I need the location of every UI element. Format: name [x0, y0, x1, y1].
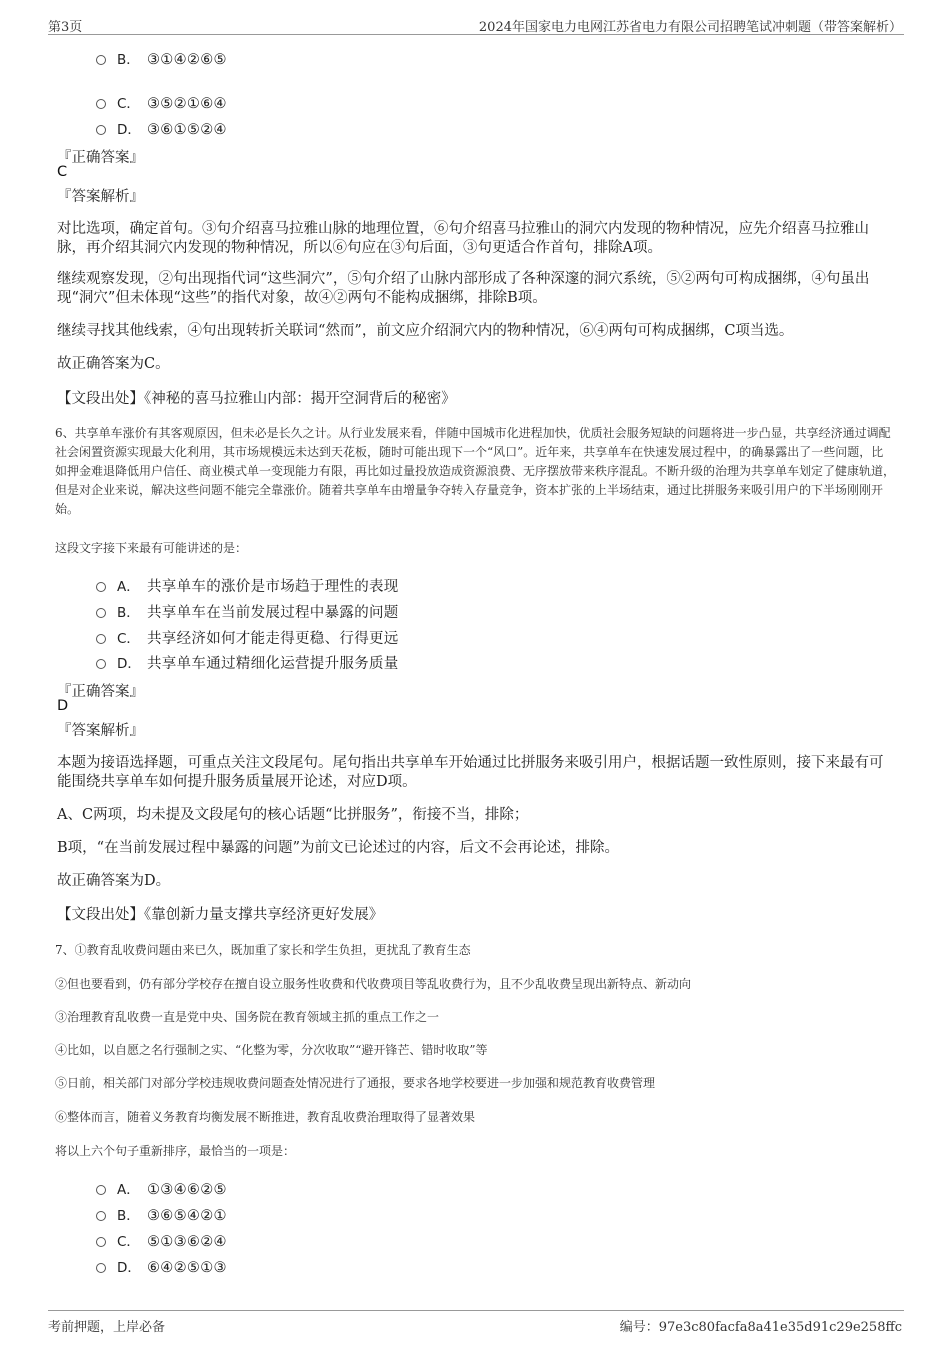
radio-circle-icon[interactable] [96, 99, 106, 109]
q6-analysis-p1: 本题为接语选择题，可重点关注文段尾句。尾句指出共享单车开始通过比拼服务来吸引用户，根据话题一致性原则，接下来最有可能围绕共享单车如何提升服务质量展开论述，对应D项。 [57, 755, 884, 790]
q6-question: 这段文字接下来最有可能讲述的是： [55, 541, 248, 555]
q6-option-d[interactable]: D． 共享单车通过精细化运营提升服务质量 [96, 652, 399, 673]
page-header [48, 14, 904, 35]
q6-analysis-p3: B项，“在当前发展过程中暴露的问题”为前文已论述过的内容，后文不会再论述，排除。 [57, 840, 619, 856]
radio-circle-icon[interactable] [96, 1237, 106, 1247]
q6-source: 【文段出处】《靠创新力量支撑共享经济更好发展》 [57, 907, 384, 923]
footer-slogan: 考前押题，上岸必备 [48, 1320, 166, 1335]
q5-option-c[interactable]: C． ③⑤②①⑥④ [96, 92, 227, 112]
q6-analysis-p4: 故正确答案为D。 [57, 873, 171, 889]
q6-option-a[interactable]: A． 共享单车的涨价是市场趋于理性的表现 [96, 575, 399, 596]
radio-circle-icon[interactable] [96, 1263, 106, 1273]
q7-question: 将以上六个句子重新排序，最恰当的一项是： [55, 1144, 296, 1158]
q6-option-b[interactable]: B． 共享单车在当前发展过程中暴露的问题 [96, 601, 399, 622]
radio-circle-icon[interactable] [96, 125, 106, 135]
page-footer [48, 1310, 904, 1337]
q6-analysis-p2: A、C两项，均未提及文段尾句的核心话题“比拼服务”，衔接不当，排除； [57, 807, 529, 823]
q5-analysis-p2: 继续观察发现，②句出现指代词“这些洞穴”，⑤句介绍了山脉内部形成了各种深邃的洞穴系统，⑤②两句可构成捆绑，④句虽出现“洞穴”但未体现“这些”的指代对象，故④②两句不能构成捆绑，排除B项。 [57, 271, 870, 306]
q5-source: 【文段出处】《神秘的喜马拉雅山内部：揭开空洞背后的秘密》 [57, 391, 456, 407]
page-number: 第3页 [48, 20, 83, 35]
document-code: 编号：97e3c80facfa8a41e35d91c29e258ffc [619, 1320, 902, 1335]
q6-analysis-label: 『答案解析』 [57, 723, 144, 739]
radio-circle-icon[interactable] [96, 582, 106, 592]
q7-option-b[interactable]: B． ③⑥⑤④②① [96, 1204, 227, 1224]
radio-circle-icon[interactable] [96, 1211, 106, 1221]
q7-sentence-6: ⑥整体而言，随着义务教育均衡发展不断推进，教育乱收费治理取得了显著效果 [55, 1110, 476, 1124]
q7-sentence-5: ⑤日前，相关部门对部分学校违规收费问题查处情况进行了通报，要求各地学校要进一步加强和规范教育收费管理 [55, 1076, 656, 1090]
q7-option-d[interactable]: D． ⑥④②⑤①③ [96, 1256, 227, 1276]
q5-answer: C [57, 164, 68, 180]
q6-stem: 6、共享单车涨价有其客观原因，但未必是长久之计。从行业发展来看，伴随中国城市化进程加快，优质社会服务短缺的问题将进一步凸显，共享经济通过调配社会闲置资源实现最大化利用，其市场规模远未达到天花板，随时可能出现下一个“风口”。近年来，共享单车在快速发展过程中，的确暴露出了一些问题，比如押金难退降低用户信任、商业模式单一变现能力有限，再比如过量投放造成资源浪费、无序摆放带来秩序混乱。不断升级的治理为共享单车划定了健康轨道，但是对企业来说，解决这些问题不能完全靠涨价。随着共享单车由增量争夺转入存量竞争，资本扩张的上半场结束，通过比拼服务来吸引用户的下半场刚刚开始。 [55, 426, 896, 516]
radio-circle-icon[interactable] [96, 608, 106, 618]
q5-option-d[interactable]: D． ③⑥①⑤②④ [96, 118, 227, 138]
radio-circle-icon[interactable] [96, 634, 106, 644]
q5-analysis-label: 『答案解析』 [57, 189, 144, 205]
q6-option-c[interactable]: C． 共享经济如何才能走得更稳、行得更远 [96, 627, 399, 648]
document-title: 2024年国家电力电网江苏省电力有限公司招聘笔试冲刺题（带答案解析） [478, 20, 902, 35]
q7-sentence-2: ②但也要看到，仍有部分学校存在擅自设立服务性收费和代收费项目等乱收费行为，且不少乱收费呈现出新特点、新动向 [55, 977, 692, 991]
q5-analysis-p3: 继续寻找其他线索，④句出现转折关联词“然而”，前文应介绍洞穴内的物种情况，⑥④两句可构成捆绑，C项当选。 [57, 323, 794, 339]
q5-analysis-p4: 故正确答案为C。 [57, 356, 170, 372]
q6-answer: D [57, 698, 69, 714]
q5-option-b[interactable]: B． ③①④②⑥⑤ [96, 48, 227, 68]
q7-option-a[interactable]: A． ①③④⑥②⑤ [96, 1178, 227, 1198]
q7-sentence-1: 7、①教育乱收费问题由来已久，既加重了家长和学生负担，更扰乱了教育生态 [55, 943, 471, 957]
q7-sentence-4: ④比如，以自愿之名行强制之实、“化整为零，分次收取”“避开锋芒、错时收取”等 [55, 1043, 488, 1057]
radio-circle-icon[interactable] [96, 55, 106, 65]
q6-answer-label: 『正确答案』 [57, 684, 144, 700]
q7-sentence-3: ③治理教育乱收费一直是党中央、国务院在教育领域主抓的重点工作之一 [55, 1010, 440, 1024]
q7-option-c[interactable]: C． ⑤①③⑥②④ [96, 1230, 227, 1250]
radio-circle-icon[interactable] [96, 1185, 106, 1195]
q5-answer-label: 『正确答案』 [57, 150, 144, 166]
radio-circle-icon[interactable] [96, 659, 106, 669]
q5-analysis-p1: 对比选项，确定首句。③句介绍喜马拉雅山脉的地理位置，⑥句介绍喜马拉雅山的洞穴内发现的物种情况，应先介绍喜马拉雅山脉，再介绍其洞穴内发现的物种情况，所以⑥句应在③句后面，③句更适合作首句，排除A项。 [57, 221, 869, 256]
